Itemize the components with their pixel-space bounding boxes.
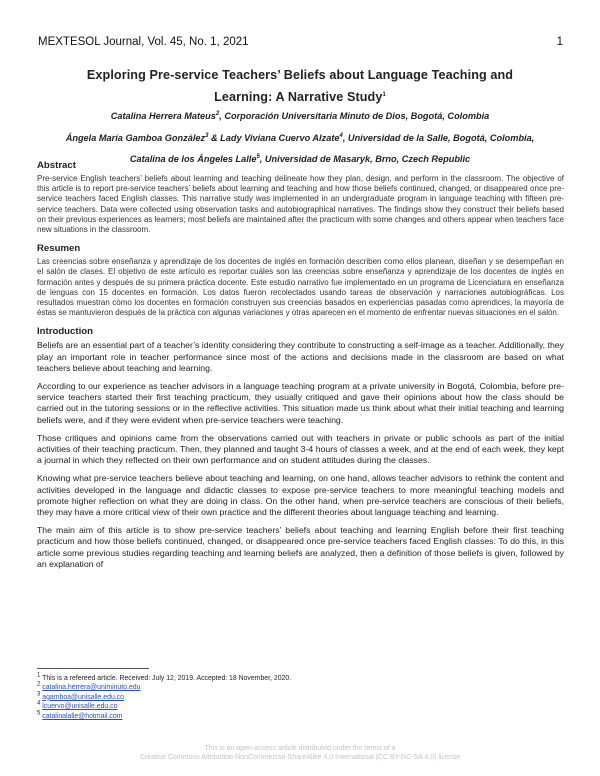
footnote-3 (37, 693, 564, 702)
footnote-mark: 4 (37, 700, 41, 707)
author-gamboa: Ángela María Gamboa González (65, 132, 206, 143)
footnote-2 (37, 683, 564, 692)
author-lalle: Catalina de los Ángeles Lalle (129, 154, 257, 164)
introduction-section (37, 326, 564, 570)
footnotes (37, 668, 564, 721)
footnote-divider (37, 668, 149, 669)
author-herrera-mark: 2 (215, 110, 220, 117)
resumen-section (37, 243, 564, 318)
article-title (40, 64, 560, 108)
affiliation-uniminuto: , Corporación Universitaria Minuto de Dios, Bogotá, Colombia (219, 111, 490, 121)
resumen-heading: Resumen (37, 243, 81, 255)
author-line-1 (30, 106, 570, 128)
running-header (38, 36, 563, 48)
footnote-mark: 3 (37, 691, 41, 698)
affiliation-masaryk: , Universidad de Masaryk, Brno, Czech Republic (259, 154, 471, 164)
email-link-cuervo[interactable]: lcuervo@unisalle.edu.co (42, 703, 118, 711)
author-gamboa-mark: 3 (205, 132, 209, 139)
author-line-2 (30, 128, 570, 150)
license-line-1: This is an open-access article distributed under the terms of a (204, 745, 396, 752)
license-line-2: Creative Commons Attribution-NonCommercial-ShareAlike 4.0 International (CC BY-NC-SA 4.0) license (139, 754, 461, 761)
email-link-herrera[interactable]: catalina.herrera@uniminuto.edu (42, 684, 141, 692)
abstract-text: Pre-service English teachers’ beliefs about learning and teaching delineate how they plan, design, and perform in the classroom. The objective of this article is to report pre-service teachers’ beliefs about learning and teaching and how those beliefs continued, changed, or disappeared once pre-service teachers faced English classes. This narrative study was implemented in an undergraduate program in language teaching with fifteen pre-service teachers. Data were collected using observation tasks and autobiographical narratives. The findings show they construct their beliefs based on their previous experiences as learners; most beliefs are maintained after the practicum with some changes and others appear when teachers face new situations in the classroom. (37, 174, 564, 235)
introduction-heading: Introduction (37, 326, 93, 338)
intro-paragraph: Knowing what pre-service teachers believe about teaching and learning, on one hand, allows teacher advisors to rethink the content and activities developed in the language and didactic classes to expose pre-service teachers to more meaningful teaching models and promote higher reflection on what they are doing in class. On the other hand, when pre-service teachers are conscious of their beliefs, they may have a more critical view of their own practice and the different theories about language teaching and learning. (37, 473, 564, 518)
author-herrera: Catalina Herrera Mateus (110, 111, 216, 121)
author-cuervo-mark: 4 (339, 132, 343, 139)
footnote-5 (37, 712, 564, 721)
abstract-section (37, 160, 564, 235)
title-footnote-mark: 1 (382, 91, 386, 98)
article-body (37, 160, 564, 577)
footnote-1 (37, 674, 564, 683)
intro-paragraph: According to our experience as teacher advisors in a language teaching program at a private university in Bogotá, Colombia, before pre-service teachers started their first teaching practicum, they usually critiqued and gave their opinions about how the class should be carried out in the tutoring sessions or in the reflective activities. This situation made us think about what their initial teaching and learning beliefs were, and if they were evident when pre-service teachers were teaching. (37, 381, 564, 425)
license-notice (0, 744, 600, 762)
abstract-heading: Abstract (37, 160, 76, 171)
author-cuervo: & Lady Viviana Cuervo Alzate (208, 132, 340, 143)
footnote-mark: 1 (37, 672, 41, 679)
author-lalle-mark: 5 (256, 153, 260, 160)
email-link-gamboa[interactable]: agamboa@unisalle.edu.co (42, 693, 124, 701)
page-number: 1 (556, 36, 563, 48)
email-link-lalle[interactable]: catalinalalle@hotmail.com (42, 712, 123, 720)
title-line-2 (40, 86, 560, 108)
footnote-text: This is a refereed article. Received: July 12, 2019. Accepted: 18 November, 2020. (40, 675, 292, 682)
journal-citation: MEXTESOL Journal, Vol. 45, No. 1, 2021 (38, 36, 249, 48)
resumen-text: Las creencias sobre enseñanza y aprendizaje de los docentes de inglés en formación describen como ellos planean, diseñan y se desempeñan en el salón de clases. El objetivo de este artículo es reportar cuáles son las creencias sobre enseñanza y aprendizaje de los docentes de inglés en formación antes y después de su primera práctica docente. Este estudio narrativo fue implementado en un programa de Licenciatura en enseñanza de lenguas con 15 docentes en formación. Los datos fueron recolectados usando tareas de observación y narraciones autobiográficas. Los resultados muestran cómo los docentes en formación construyen sus creencias basados en experiencias pasadas como aprendices, la mayoría de éstas se mantuvieron después de la práctica con algunas variaciones y otras aparecen en el momento de enfrentar nuevas situaciones en el salón. (37, 257, 564, 318)
footnote-mark: 2 (37, 682, 41, 689)
title-line-2-text: Learning: A Narrative Study (214, 90, 383, 104)
affiliation-salle: , Universidad de la Salle, Bogotá, Colombia, (342, 132, 535, 143)
title-line-1: Exploring Pre-service Teachers’ Beliefs about Language Teaching and (86, 68, 514, 82)
intro-paragraph: Beliefs are an essential part of a teacher’s identity considering they contribute to constructing a self-image as a teacher. Additionally, they play an important role in teacher performance since most of the actions and decisions made in the classroom are based on what teachers believe about teaching and learning. (37, 340, 564, 373)
intro-paragraph: The main aim of this article is to show pre-service teachers’ beliefs about teaching and learning English before their first teaching practicum and how those beliefs continued, changed, or disappeared once pre-service teachers faced English classes. To do this, in this article some previous studies regarding teaching and learning beliefs are analyzed, then a definition of those beliefs is given, followed by an explanation of (37, 525, 564, 569)
footnote-mark: 5 (37, 710, 41, 717)
intro-paragraph: Those critiques and opinions came from the observations carried out with teachers in private or public schools as part of the initial activities of their teaching practicum. Then, they planned and taught 3-4 hours of classes a week, and at the end of each week, they kept a journal in which they reflected on their own performance and on student attitudes during the classes. (37, 432, 564, 466)
footnote-4 (37, 702, 564, 711)
